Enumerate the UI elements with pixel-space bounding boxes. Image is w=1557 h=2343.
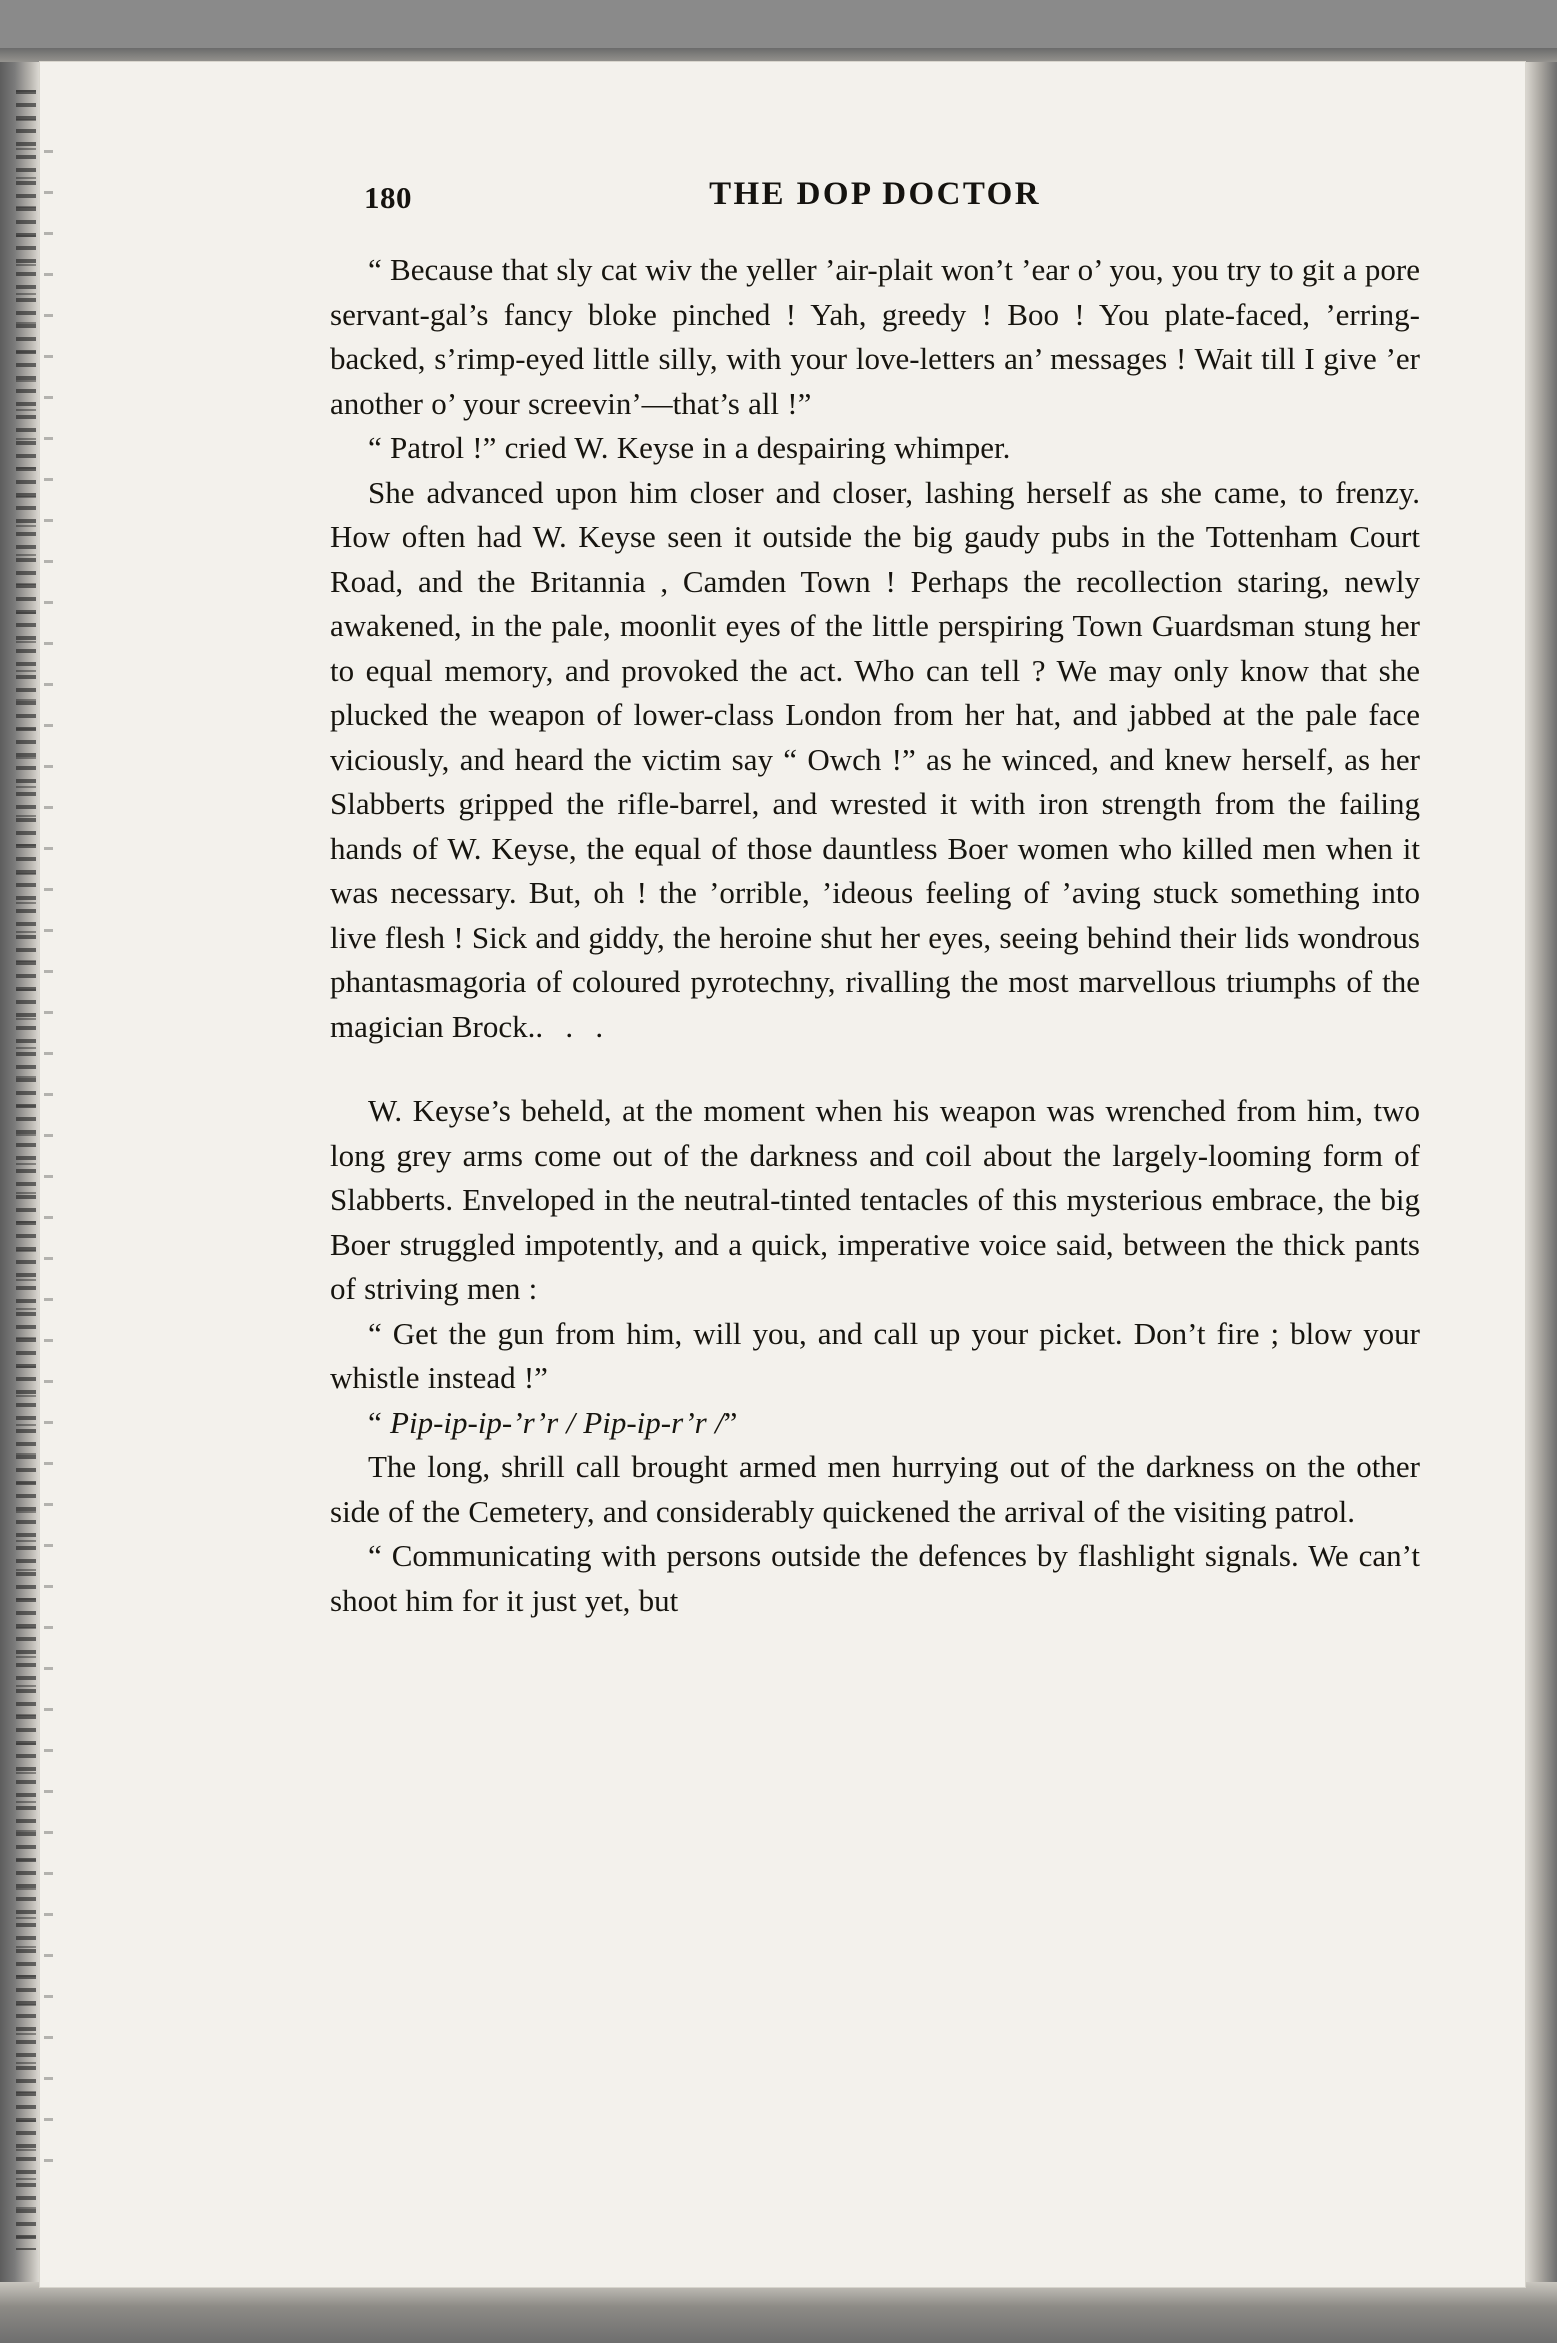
page-number: 180 [364, 180, 412, 215]
scan-noise-strip [16, 90, 36, 2250]
quote-open: “ [368, 1404, 391, 1440]
whistle-call-italic: Pip-ip-ip-’r’r / Pip-ip-r’r / [390, 1404, 724, 1440]
paragraph-text: She advanced upon him closer and closer, lashing herself as she came, to frenzy. How often had W. Keyse seen it outside the big gaudy pubs in the Tottenham Court Road, and the Britannia , Camden Town ! Perhaps the recollection staring, newly awakened, in the pale, moonlit eyes of the little perspiring Town Guardsman stung her to equal memory, and provoked the act. Who can tell ? We may only know that she plucked the weapon of lower-class London from her hat, and jabbed at the pale face viciously, and heard the victim say “ Owch !” as he winced, and knew herself, as her Slabberts gripped the rifle-barrel, and wrested it with iron strength from the failing hands of W. Keyse, the equal of those dauntless Boer women who killed men when it was necessary. But, oh ! the ’orrible, ’ideous feeling of ’aving stuck something into live flesh ! Sick and giddy, the heroine shut her eyes, seeing behind their lids wondrous phantasmagoria of coloured pyrotechny, rivalling the most marvellous triumphs of the magician Brock. [330, 474, 1420, 1044]
quote-close: ” [723, 1404, 738, 1440]
page-header [330, 170, 1420, 230]
paragraph: “ Patrol !” cried W. Keyse in a despairing whimper. [368, 430, 1011, 465]
ellipsis: . . . [535, 1008, 611, 1044]
paragraph: “ Communicating with persons outside the defences by flashlight signals. We can’t shoot him for it just yet, but [330, 1538, 1420, 1618]
paragraph-whistle-call [330, 1401, 1420, 1446]
running-head-title: THE DOP DOCTOR [709, 176, 1041, 212]
paragraph: The long, shrill call brought armed men hurrying out of the darkness on the other side of the Cemetery, and considerably quickened the arrival of the visiting patrol. [330, 1449, 1420, 1529]
page-content [330, 170, 1420, 1623]
scan-edge-right [1523, 62, 1557, 2292]
paragraph: W. Keyse’s beheld, at the moment when his weapon was wrenched from him, two long grey arms come out of the darkness and coil about the largely-looming form of Slabberts. Enveloped in the neutral-tinted tentacles of this mysterious embrace, the big Boer struggled impotently, and a quick, imperative voice said, between the thick pants of striving men : [330, 1093, 1420, 1306]
paragraph: “ Because that sly cat wiv the yeller ’air-plait won’t ’ear o’ you, you try to git a pore servant-gal’s fancy bloke pinched ! Yah, greedy ! Boo ! You plate-faced, ’erring-backed, s’rimp-eyed little silly, with your love-letters an’ messages ! Wait till I give ’er another o’ your screevin’—that’s all !” [330, 252, 1420, 421]
scan-edge-bottom [0, 2282, 1557, 2343]
paragraph [330, 471, 1420, 1050]
paragraph: “ Get the gun from him, will you, and call up your picket. Don’t fire ; blow your whistle instead !” [330, 1315, 1420, 1395]
paragraph-break [330, 1049, 1420, 1089]
scan-noise-strip-secondary [44, 150, 53, 2190]
